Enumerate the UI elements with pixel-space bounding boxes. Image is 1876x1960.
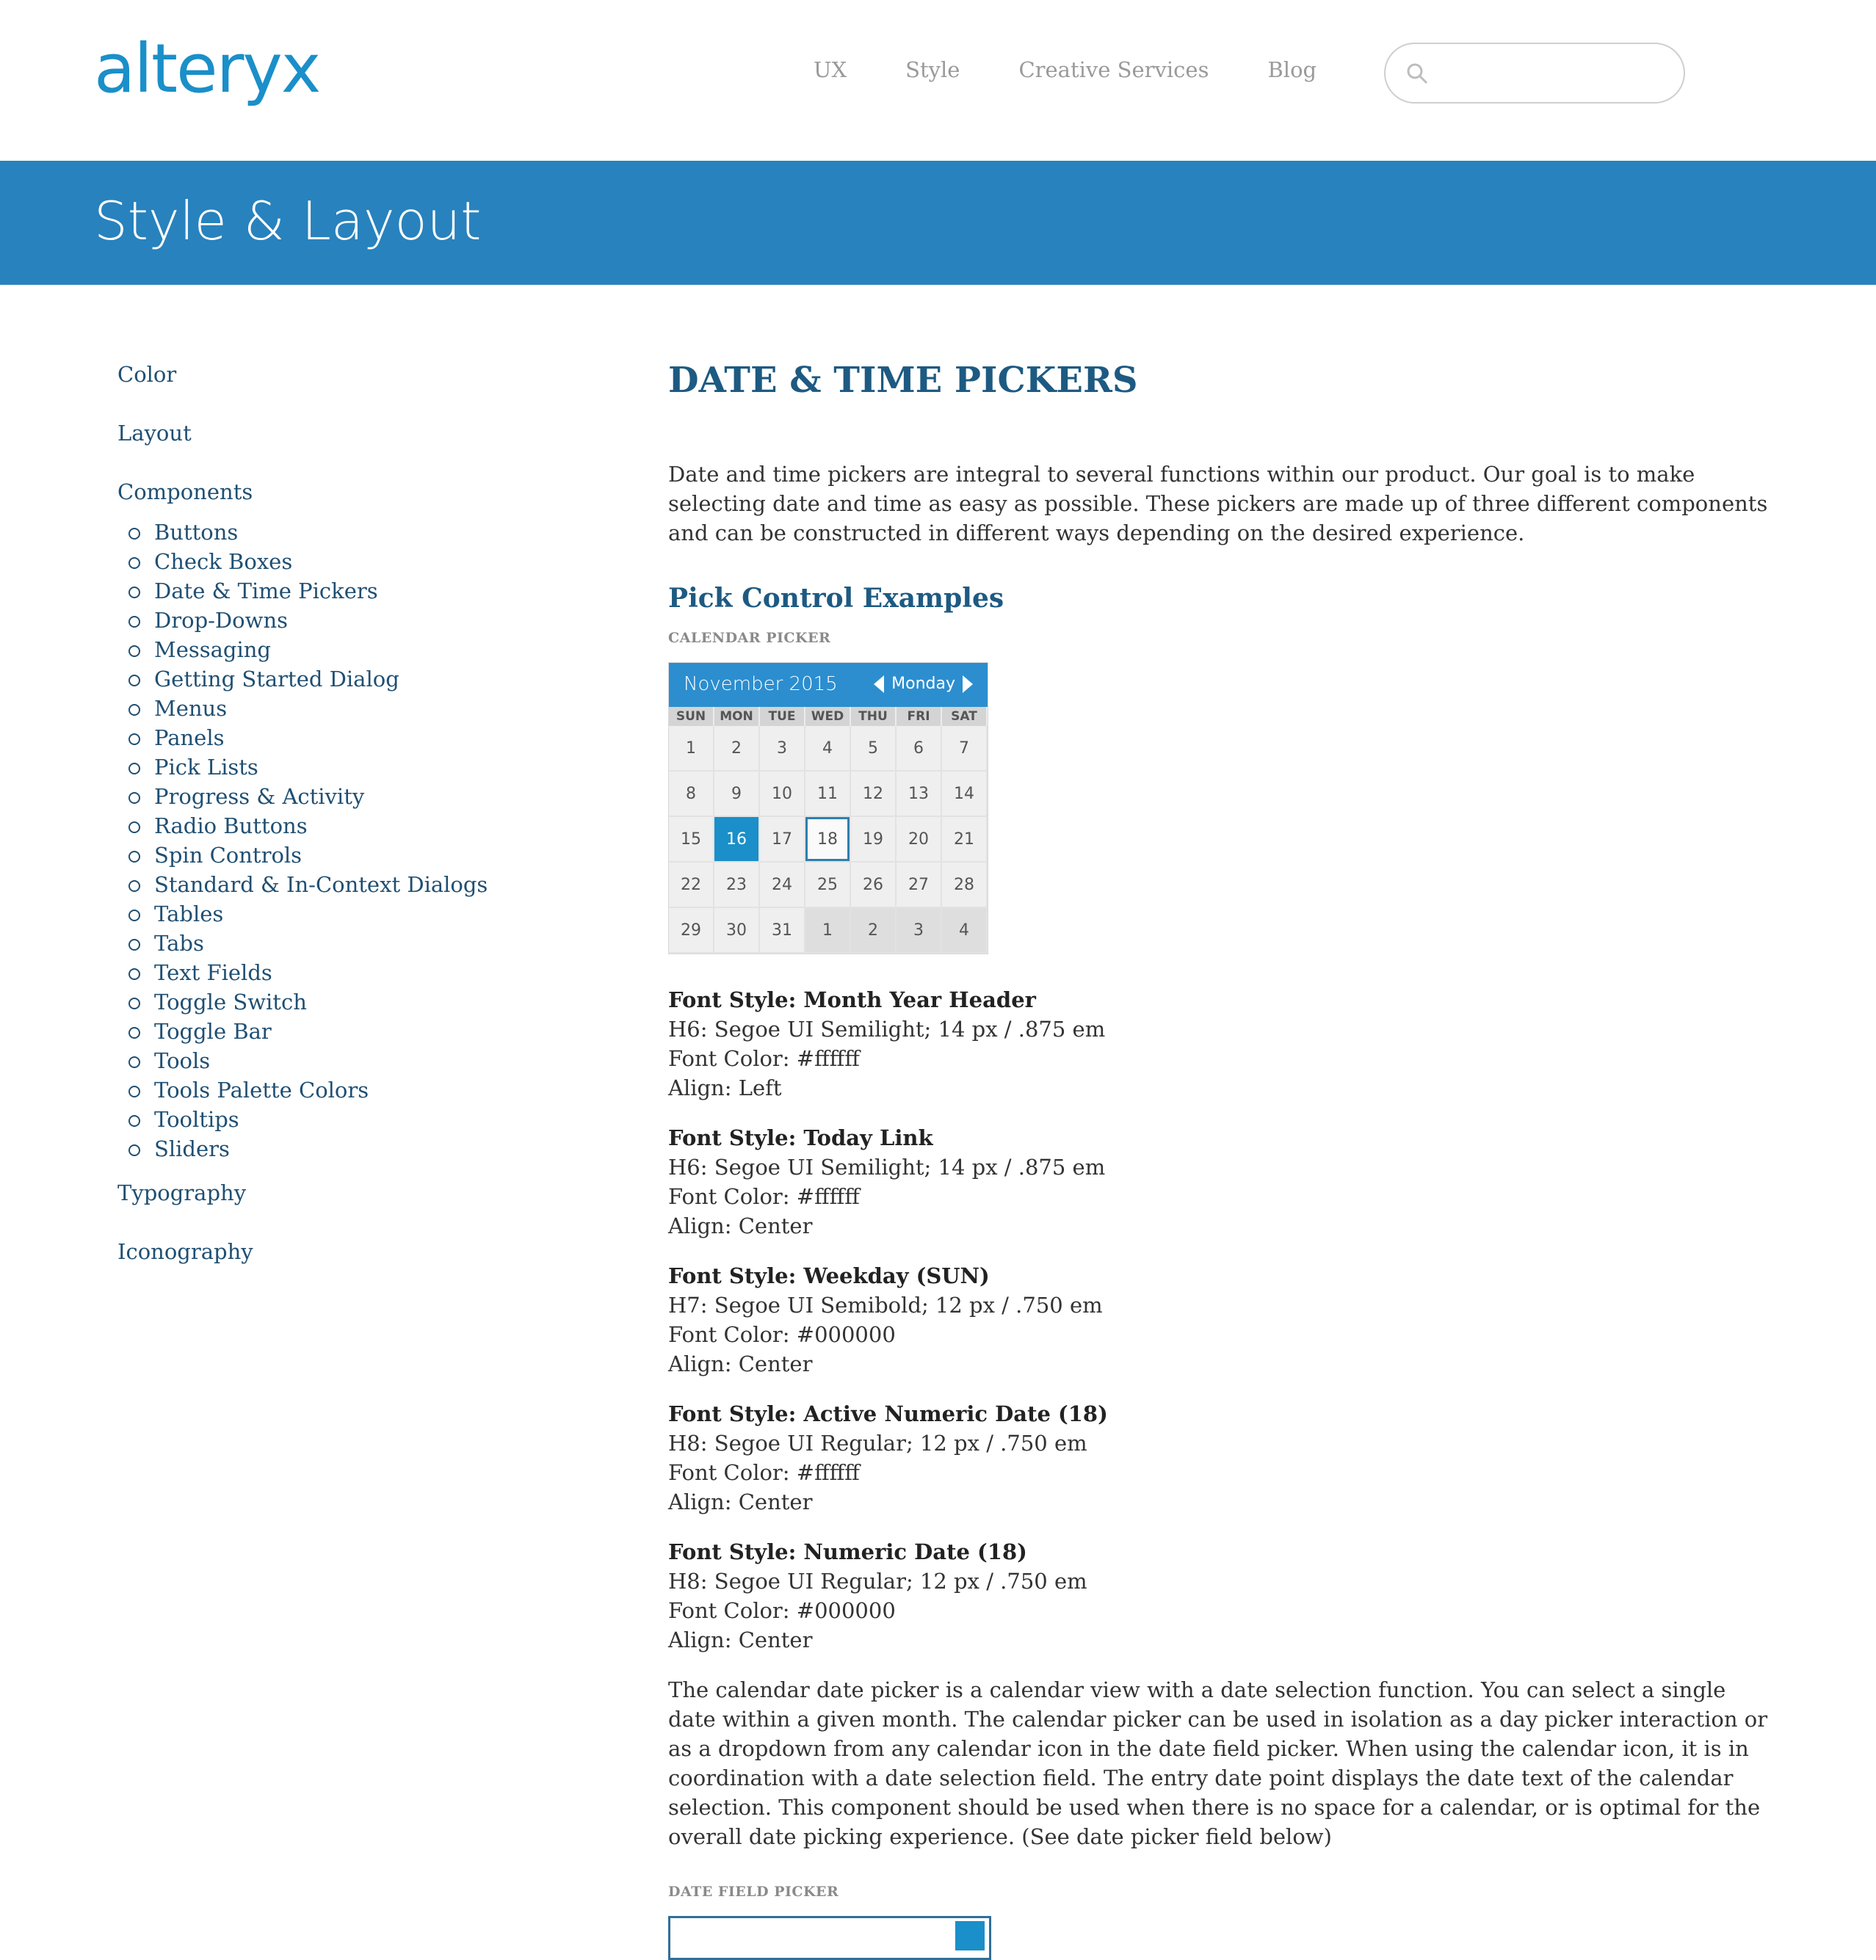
calendar-day[interactable]: 17 [760,817,805,863]
sidebar-item-text-fields[interactable]: Text Fields [128,958,573,987]
sidebar-item-sliders[interactable]: Sliders [128,1134,573,1164]
next-month-icon[interactable] [963,675,973,693]
weekday-label: TUE [760,707,805,726]
calendar-day[interactable]: 19 [851,817,897,863]
calendar-day[interactable]: 26 [851,863,897,908]
calendar-header [669,663,988,707]
calendar-day[interactable]: 4 [805,726,851,772]
font-style-line: Align: Left [668,1075,782,1100]
sidebar-item-iconography[interactable]: Iconography [117,1239,253,1264]
calendar-day[interactable]: 6 [897,726,942,772]
calendar-day[interactable]: 18 [805,817,851,863]
sidebar-item-layout[interactable]: Layout [117,421,192,446]
intro-paragraph: Date and time pickers are integral to several functions within our product. Our goal is to make selecting date and time as easy as possible. These pickers are made up of three different components and can be constructed in different ways depending on the desired experience. [668,462,1768,545]
sidebar-item-pick-lists[interactable]: Pick Lists [128,752,573,782]
sidebar [117,360,573,1296]
weekday-label: THU [851,707,897,726]
calendar-description: The calendar date picker is a calendar view with a date selection function. You can select a single date within a given month. The calendar picker can be used in isolation as a day picker interaction or as a dropdown from any calendar icon in the date field picker. When using the calendar icon, it is in coordination with a date selection field. The entry date point displays the date text of the calendar selection. This component should be used when there is no space for a calendar, or is optimal for the overall date picking experience. (See date picker field below) [668,1677,1768,1849]
nav-style[interactable]: Style [905,57,960,82]
calendar-day[interactable]: 3 [760,726,805,772]
calendar-icon[interactable] [955,1921,985,1950]
calendar-day[interactable]: 25 [805,863,851,908]
font-style-line: Align: Center [668,1627,813,1652]
calendar-day[interactable]: 13 [897,772,942,817]
font-style-title: Font Style: Month Year Header [668,987,1036,1012]
search-input[interactable] [1437,54,1672,92]
banner-title: Style & Layout [94,190,482,252]
top-bar [0,0,1876,161]
calendar-day[interactable]: 20 [897,817,942,863]
calendar-day[interactable]: 30 [714,908,760,954]
calendar-day[interactable]: 28 [942,863,988,908]
calendar-day[interactable]: 1 [805,908,851,954]
font-style-line: H7: Segoe UI Semibold; 12 px / .750 em [668,1293,1103,1318]
nav-creative-services[interactable]: Creative Services [1018,57,1209,82]
calendar-month-year: November 2015 [684,673,838,695]
calendar-day[interactable]: 4 [942,908,988,954]
font-style-line: H8: Segoe UI Regular; 12 px / .750 em [668,1569,1087,1594]
sidebar-item-tools[interactable]: Tools [128,1046,573,1075]
sidebar-item-getting-started-dialog[interactable]: Getting Started Dialog [128,664,573,694]
font-style-line: Align: Center [668,1489,813,1514]
sidebar-item-tables[interactable]: Tables [128,899,573,929]
calendar-picker-label: CALENDAR PICKER [668,630,831,646]
search-box[interactable] [1384,43,1685,104]
calendar-day[interactable]: 2 [714,726,760,772]
sidebar-item-toggle-switch[interactable]: Toggle Switch [128,987,573,1017]
calendar-day[interactable]: 24 [760,863,805,908]
font-style-line: Font Color: #000000 [668,1322,896,1347]
sidebar-item-dialogs[interactable]: Standard & In-Context Dialogs [128,870,573,899]
calendar-day[interactable]: 31 [760,908,805,954]
font-style-line: Align: Center [668,1351,813,1376]
date-field-picker[interactable] [668,1916,991,1960]
font-style-title: Font Style: Weekday (SUN) [668,1263,990,1288]
sidebar-item-spin-controls[interactable]: Spin Controls [128,841,573,870]
font-style-block [668,1261,1770,1379]
calendar-picker [668,662,988,954]
weekday-label: WED [805,707,851,726]
sidebar-item-radio-buttons[interactable]: Radio Buttons [128,811,573,841]
font-style-line: Font Color: #ffffff [668,1184,860,1209]
sidebar-item-messaging[interactable]: Messaging [128,635,573,664]
calendar-day[interactable]: 8 [669,772,714,817]
calendar-day[interactable]: 3 [897,908,942,954]
calendar-day[interactable]: 16 [714,817,760,863]
sidebar-item-menus[interactable]: Menus [128,694,573,723]
weekday-label: FRI [897,707,942,726]
font-style-block [668,1123,1770,1241]
sidebar-item-panels[interactable]: Panels [128,723,573,752]
sidebar-item-date-time-pickers[interactable]: Date & Time Pickers [128,576,573,606]
sidebar-item-buttons[interactable]: Buttons [128,518,573,547]
sidebar-item-tooltips[interactable]: Tooltips [128,1105,573,1134]
font-style-title: Font Style: Today Link [668,1125,933,1150]
calendar-day[interactable]: 21 [942,817,988,863]
date-field-picker-label: DATE FIELD PICKER [668,1884,839,1900]
font-style-line: Align: Center [668,1213,813,1238]
sidebar-item-components[interactable]: Components [117,479,253,504]
font-style-block [668,1537,1770,1655]
section-title: Pick Control Examples [668,583,1004,614]
calendar-day[interactable]: 11 [805,772,851,817]
calendar-day[interactable]: 10 [760,772,805,817]
main-nav [814,57,1317,82]
weekday-label: SAT [942,707,988,726]
calendar-nav [874,675,973,693]
search-icon [1405,61,1430,86]
sidebar-item-drop-downs[interactable]: Drop-Downs [128,606,573,635]
calendar-day[interactable]: 1 [669,726,714,772]
font-style-line: Font Color: #ffffff [668,1046,860,1071]
today-link[interactable]: Monday [891,675,955,693]
weekday-label: SUN [669,707,714,726]
sidebar-item-toggle-bar[interactable]: Toggle Bar [128,1017,573,1046]
main-content [668,360,1770,1960]
calendar-day[interactable]: 14 [942,772,988,817]
calendar-day[interactable]: 7 [942,726,988,772]
font-style-block [668,985,1770,1103]
sidebar-item-check-boxes[interactable]: Check Boxes [128,547,573,576]
font-style-line: Font Color: #ffffff [668,1460,860,1485]
nav-ux[interactable]: UX [814,57,847,82]
alteryx-logo[interactable]: alteryx [94,29,320,108]
weekday-label: MON [714,707,760,726]
font-style-title: Font Style: Numeric Date (18) [668,1539,1027,1564]
calendar-day[interactable]: 9 [714,772,760,817]
calendar-grid [669,707,988,954]
calendar-day[interactable]: 12 [851,772,897,817]
sidebar-item-progress-activity[interactable]: Progress & Activity [128,782,573,811]
page-banner [0,161,1876,285]
font-style-block [668,1399,1770,1517]
sidebar-item-typography[interactable]: Typography [117,1180,247,1205]
font-style-line: H6: Segoe UI Semilight; 14 px / .875 em [668,1155,1106,1180]
prev-month-icon[interactable] [874,675,884,693]
calendar-day[interactable]: 23 [714,863,760,908]
sidebar-item-tabs[interactable]: Tabs [128,929,573,958]
font-style-line: H8: Segoe UI Regular; 12 px / .750 em [668,1431,1087,1456]
components-list [117,518,573,1164]
font-style-list [668,985,1770,1655]
font-style-title: Font Style: Active Numeric Date (18) [668,1401,1108,1426]
page-title: DATE & TIME PICKERS [668,360,1138,401]
calendar-day[interactable]: 22 [669,863,714,908]
calendar-day[interactable]: 15 [669,817,714,863]
calendar-day[interactable]: 29 [669,908,714,954]
font-style-line: H6: Segoe UI Semilight; 14 px / .875 em [668,1017,1106,1042]
nav-blog[interactable]: Blog [1267,57,1317,82]
font-style-line: Font Color: #000000 [668,1598,896,1623]
calendar-day[interactable]: 5 [851,726,897,772]
sidebar-item-tools-palette-colors[interactable]: Tools Palette Colors [128,1075,573,1105]
calendar-day[interactable]: 2 [851,908,897,954]
sidebar-item-color[interactable]: Color [117,362,177,387]
calendar-day[interactable]: 27 [897,863,942,908]
